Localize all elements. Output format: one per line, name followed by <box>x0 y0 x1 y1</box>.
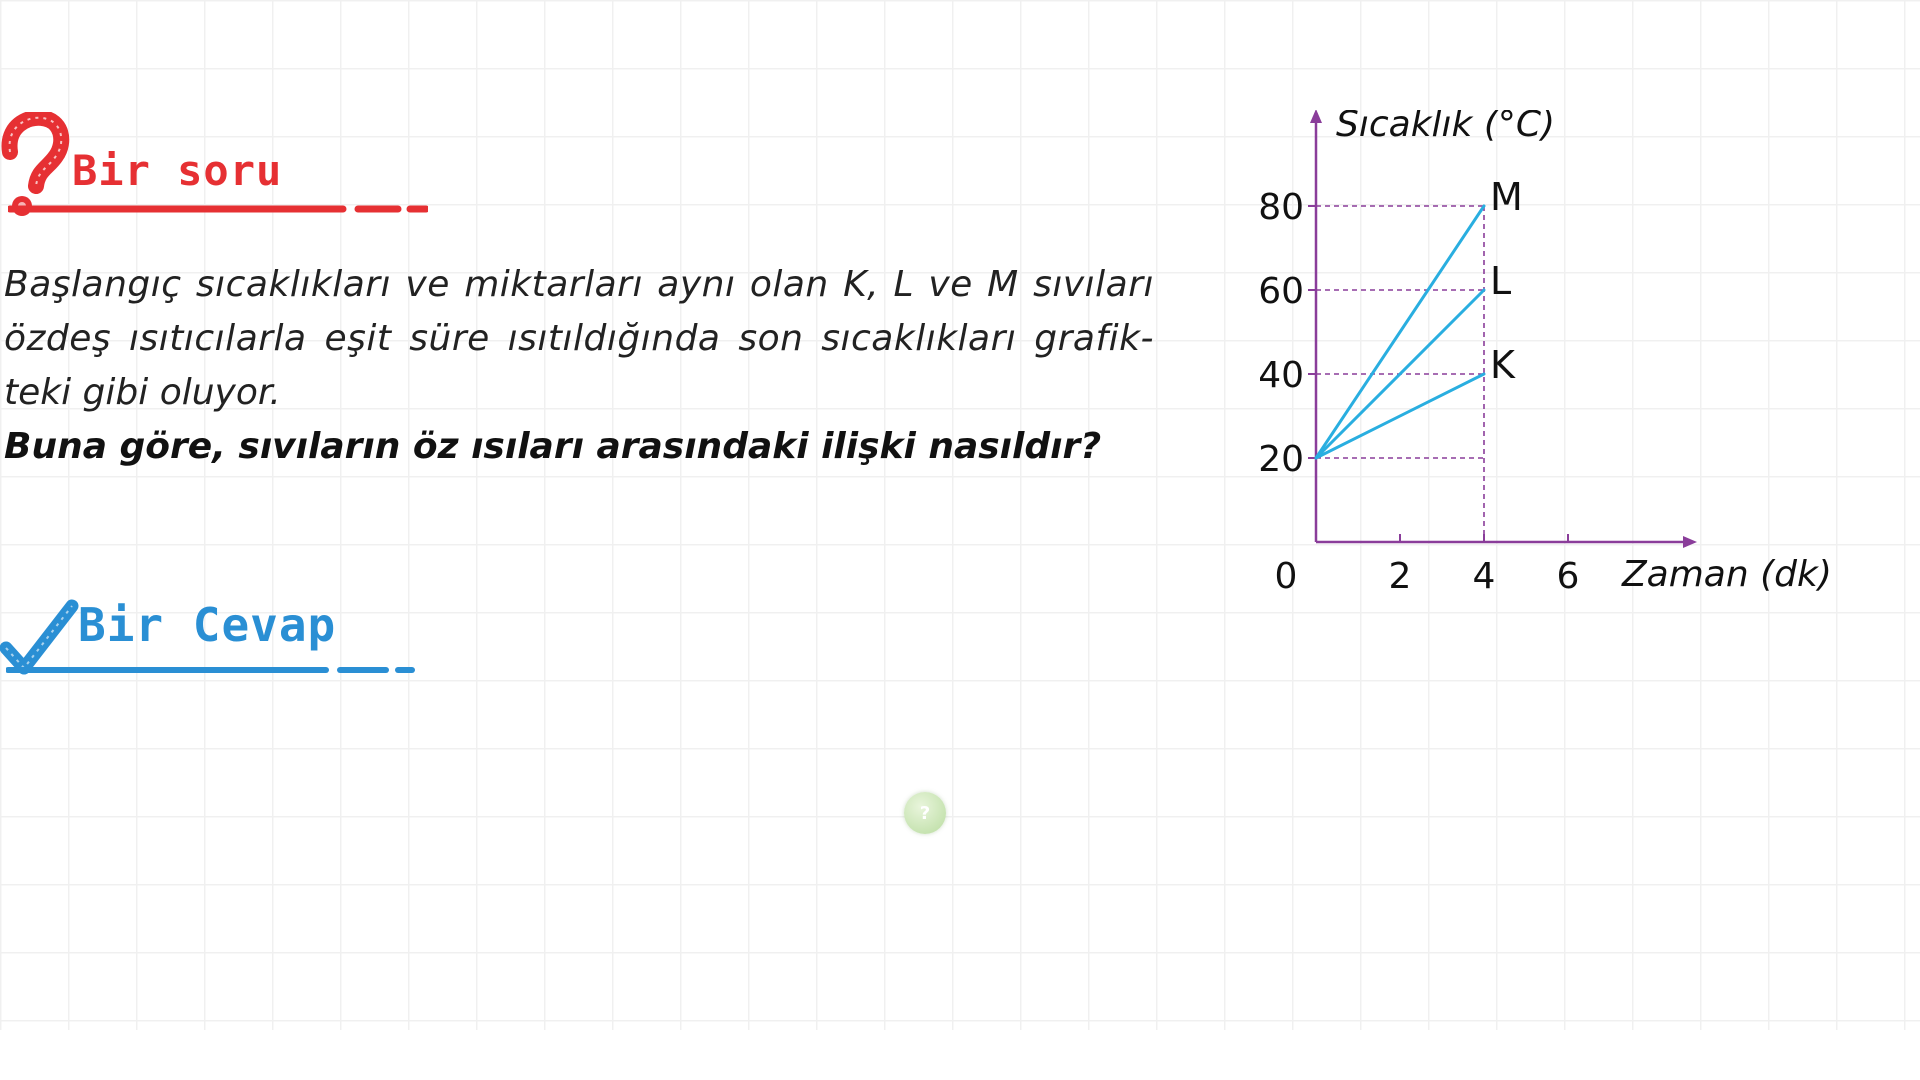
y-axis-title: Sıcaklık (°C) <box>1336 110 1556 145</box>
question-line-1: Başlangıç sıcaklıkları ve miktarları aynı olan K, L ve M sıvıları <box>4 264 1154 305</box>
series-line-M <box>1316 206 1484 458</box>
answer-heading: Bir Cevap <box>78 598 337 652</box>
y-tick-label-20: 20 <box>1258 439 1304 480</box>
question-line-3: teki gibi oluyor. <box>4 372 281 413</box>
series-label-L: L <box>1490 259 1512 303</box>
y-tick-label-60: 60 <box>1258 271 1304 312</box>
x-tick-label-6: 6 <box>1556 556 1580 597</box>
chart-labels <box>1258 110 1832 597</box>
x-tick-label-0: 0 <box>1274 556 1298 597</box>
question-line-2: özdeş ısıtıcılarla eşit süre ısıtıldığında son sıcaklıkları grafik- <box>4 318 1154 359</box>
y-tick-label-40: 40 <box>1258 355 1304 396</box>
question-heading: Bir soru <box>72 146 283 195</box>
question-text <box>4 258 1154 474</box>
chart-series-lines <box>1316 206 1484 458</box>
y-tick-label-80: 80 <box>1258 187 1304 228</box>
x-axis-title: Zaman (dk) <box>1622 554 1832 595</box>
x-tick-label-2: 2 <box>1388 556 1412 597</box>
hint-button[interactable]: ? <box>904 792 946 834</box>
x-tick-label-4: 4 <box>1472 556 1496 597</box>
question-prompt: Buna göre, sıvıların öz ısıları arasındaki ilişki nasıldır? <box>4 426 1102 467</box>
temperature-time-chart <box>1230 110 1850 610</box>
series-line-L <box>1316 290 1484 458</box>
series-line-K <box>1316 374 1484 458</box>
question-heading-underline <box>8 202 428 216</box>
series-label-M: M <box>1490 175 1523 219</box>
answer-heading-underline <box>6 664 416 676</box>
series-label-K: K <box>1490 343 1515 387</box>
page-bottom-margin <box>0 1030 1920 1080</box>
